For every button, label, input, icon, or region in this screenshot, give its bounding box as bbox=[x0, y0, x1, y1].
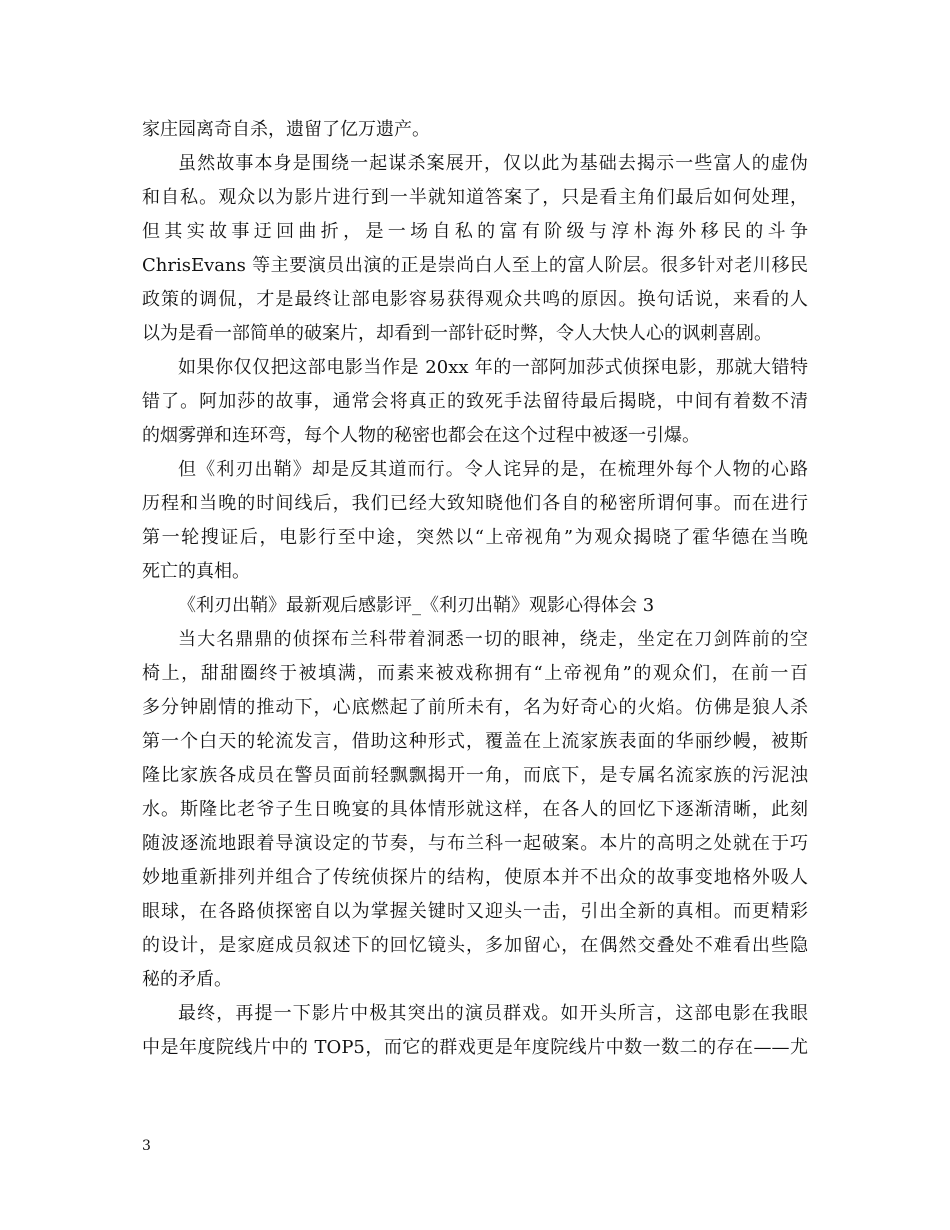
text-line: 椅上，甜甜圈终于被填满，而素来被戏称拥有“上帝视角”的观众们，在前一百 bbox=[142, 663, 808, 684]
text-line: 错了。阿加莎的故事，通常会将真正的致死手法留待最后揭晓，中间有着数不清 bbox=[142, 391, 808, 412]
text-line: 水。斯隆比老爷子生日晚宴的具体情形就这样，在各人的回忆下逐渐清晰，此刻 bbox=[142, 799, 808, 820]
text-line: ChrisEvans 等主要演员出演的正是崇尚白人至上的富人阶层。很多针对老川移民 bbox=[142, 255, 808, 276]
text-line: 但《利刃出鞘》却是反其道而行。令人诧异的是，在梳理外每个人物的心路 bbox=[178, 459, 808, 480]
text-line: 政策的调侃，才是最终让部电影容易获得观众共鸣的原因。换句话说，来看的人 bbox=[142, 289, 808, 310]
text-line: 秘的矛盾。 bbox=[142, 969, 232, 990]
text-line: 虽然故事本身是围绕一起谋杀案展开，仅以此为基础去揭示一些富人的虚伪 bbox=[178, 153, 808, 174]
text-line: 第一个白天的轮流发言，借助这种形式，覆盖在上流家族表面的华丽纱幔，被斯 bbox=[142, 731, 808, 752]
page-number: 3 bbox=[142, 1138, 151, 1154]
text-line: 和自私。观众以为影片进行到一半就知道答案了，只是看主角们最后如何处理， bbox=[142, 187, 808, 208]
text-line: 的烟雾弹和连环弯，每个人物的秘密也都会在这个过程中被逐一引爆。 bbox=[142, 425, 700, 446]
text-line: 以为是看一部简单的破案片，却看到一部针砭时弊，令人大快人心的讽刺喜剧。 bbox=[142, 323, 772, 344]
text-line: 的设计，是家庭成员叙述下的回忆镜头，多加留心，在偶然交叠处不难看出些隐 bbox=[142, 935, 808, 956]
text-line: 妙地重新排列并组合了传统侦探片的结构，使原本并不出众的故事变地格外吸人 bbox=[142, 867, 808, 888]
text-line: 历程和当晚的时间线后，我们已经大致知晓他们各自的秘密所谓何事。而在进行 bbox=[142, 493, 808, 514]
text-line: 眼球，在各路侦探密自以为掌握关键时又迎头一击，引出全新的真相。而更精彩 bbox=[142, 901, 808, 922]
text-line: 家庄园离奇自杀，遗留了亿万遗产。 bbox=[142, 119, 430, 140]
text-line: 最终，再提一下影片中极其突出的演员群戏。如开头所言，这部电影在我眼 bbox=[178, 1003, 808, 1024]
body-text bbox=[142, 113, 808, 1065]
text-line: 如果你仅仅把这部电影当作是 20xx 年的一部阿加莎式侦探电影，那就大错特 bbox=[178, 357, 808, 378]
text-line: 多分钟剧情的推动下，心底燃起了前所未有，名为好奇心的火焰。仿佛是狼人杀 bbox=[142, 697, 808, 718]
text-line: 但其实故事迂回曲折，是一场自私的富有阶级与淳朴海外移民的斗争 bbox=[142, 221, 808, 242]
text-line: 随波逐流地跟着导演设定的节奏，与布兰科一起破案。本片的高明之处就在于巧 bbox=[142, 833, 808, 854]
text-line: 当大名鼎鼎的侦探布兰科带着洞悉一切的眼神，绕走，坐定在刀剑阵前的空 bbox=[178, 629, 808, 650]
text-line: 《利刃出鞘》最新观后感影评_《利刃出鞘》观影心得体会 3 bbox=[178, 595, 655, 616]
text-line: 隆比家族各成员在警员面前轻飘飘揭开一角，而底下，是专属名流家族的污泥浊 bbox=[142, 765, 808, 786]
text-line: 死亡的真相。 bbox=[142, 561, 250, 582]
text-line: 第一轮搜证后，电影行至中途，突然以“上帝视角”为观众揭晓了霍华德在当晚 bbox=[142, 527, 808, 548]
text-line: 中是年度院线片中的 TOP5，而它的群戏更是年度院线片中数一数二的存在——尤 bbox=[142, 1037, 808, 1058]
